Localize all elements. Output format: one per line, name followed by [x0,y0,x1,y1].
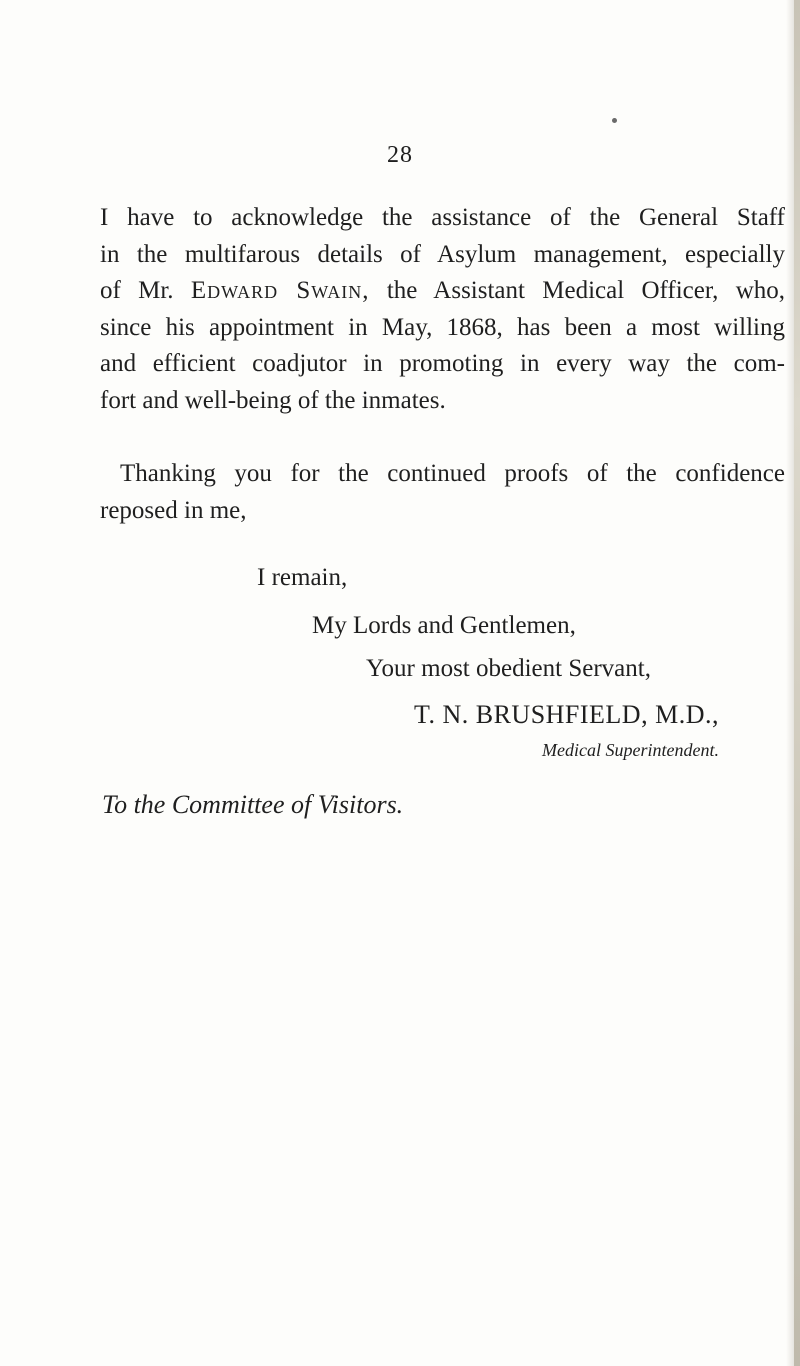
paper-speck [612,118,617,123]
text-line: fort and well-being of the inmates. [100,386,446,414]
page-number: 28 [387,142,413,168]
signature-title: Medical Superintendent. [542,740,719,760]
text-line: since his appointment in May, 1868, has been a most willing [100,313,785,341]
text-line: Thanking you for the continued proofs of the confidence [120,460,785,487]
closing-remain: I remain, [257,564,348,591]
text-line: reposed in me, [100,496,247,524]
text-fragment: the Assistant Medical Officer, who, [386,277,786,304]
text-fragment: of Mr. [100,277,174,304]
text-line: I have to acknowledge the assistance of the General Staff [100,204,785,231]
person-name: Edward Swain, [190,277,370,304]
paragraph-acknowledgement [100,200,785,419]
paragraph-thanks [100,456,785,529]
page-edge [794,0,800,1366]
closing-salutation: My Lords and Gentlemen, [312,612,576,639]
text-line: in the multifarous details of Asylum management, especially [100,240,785,268]
text-line: and efficient coadjutor in promoting in every way the com- [100,350,785,377]
closing-servant: Your most obedient Servant, [366,655,651,682]
text-line [100,273,785,310]
recipient-line: To the Committee of Visitors. [102,790,404,819]
signature-name: T. N. BRUSHFIELD, M.D., [414,700,719,729]
